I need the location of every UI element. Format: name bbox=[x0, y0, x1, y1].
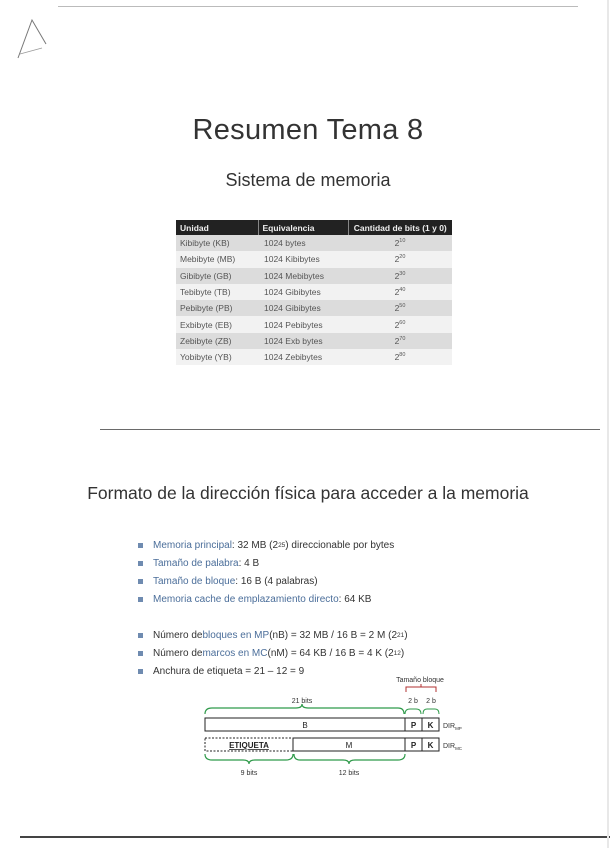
field-b-label: B bbox=[302, 721, 308, 730]
memory-units-table bbox=[176, 220, 452, 365]
memory-specs-list bbox=[138, 536, 394, 608]
unit-cell: Zebibyte (ZB) bbox=[176, 333, 258, 349]
brace-2-bits-k bbox=[423, 709, 439, 714]
table-row bbox=[176, 333, 452, 349]
field-etiqueta-label: ETIQUETA bbox=[229, 741, 269, 750]
bits-2-label-k: 2 b bbox=[426, 698, 436, 705]
list-item: Tamaño de bloque : 16 B (4 palabras) bbox=[138, 572, 394, 590]
brace-21-bits bbox=[205, 704, 404, 714]
address-format-diagram bbox=[200, 670, 500, 790]
bits-cell: $2^{20}$ bbox=[348, 251, 452, 267]
list-item: Tamaño de palabra : 4 B bbox=[138, 554, 394, 572]
square-bullet-icon bbox=[138, 651, 143, 656]
top-divider bbox=[58, 6, 578, 7]
equiv-cell: 1024 Zebibytes bbox=[258, 349, 348, 365]
slide1-subtitle: Sistema de memoria bbox=[225, 170, 391, 190]
slide1-title: Resumen Tema 8 bbox=[192, 114, 424, 146]
unit-cell: Mebibyte (MB) bbox=[176, 251, 258, 267]
bits-cell: $2^{10}$ bbox=[348, 235, 452, 251]
bits-cell: $2^{30}$ bbox=[348, 268, 452, 284]
list-item: Memoria principal : 32 MB (2 25 ) direccionable por bytes bbox=[138, 536, 394, 554]
list-item: Número de bloques en MP (nB) = 32 MB / 16 B = 2 M (2 21 ) bbox=[138, 626, 408, 644]
field-k-label: K bbox=[427, 721, 434, 730]
block-size-label: Tamaño bloque bbox=[396, 677, 444, 684]
square-bullet-icon bbox=[138, 669, 143, 674]
unit-cell: Exbibyte (EB) bbox=[176, 316, 258, 332]
unit-cell: Yobibyte (YB) bbox=[176, 349, 258, 365]
field-p2-label: P bbox=[410, 741, 417, 750]
slide-divider bbox=[100, 429, 600, 430]
brace-9-bits bbox=[205, 754, 293, 764]
corner-scribble-icon bbox=[12, 14, 52, 64]
square-bullet-icon bbox=[138, 597, 143, 602]
table-row bbox=[176, 316, 452, 332]
equiv-cell: 1024 Exb bytes bbox=[258, 333, 348, 349]
list-item: Anchura de etiqueta = 21 – 12 = 9 bbox=[138, 662, 408, 680]
header-bits: Cantidad de bits (1 y 0) bbox=[348, 220, 452, 235]
table-row bbox=[176, 268, 452, 284]
table-row bbox=[176, 349, 452, 365]
bits-9-label: 9 bits bbox=[240, 770, 258, 777]
table-row bbox=[176, 235, 452, 251]
bits-12-label: 12 bits bbox=[338, 770, 360, 777]
field-m-label: M bbox=[345, 741, 353, 750]
dir-mp-label: $DIR_{MP}$ bbox=[443, 723, 462, 731]
table-header-row bbox=[176, 220, 452, 235]
unit-cell: Gibibyte (GB) bbox=[176, 268, 258, 284]
header-unidad: Unidad bbox=[176, 220, 258, 235]
table-row bbox=[176, 251, 452, 267]
list-item: Número de marcos en MC (nM) = 64 KB / 16 B = 4 K (2 12 ) bbox=[138, 644, 408, 662]
bits-21-label: 21 bits bbox=[291, 698, 313, 705]
bits-cell: $2^{40}$ bbox=[348, 284, 452, 300]
square-bullet-icon bbox=[138, 579, 143, 584]
bits-cell: $2^{50}$ bbox=[348, 300, 452, 316]
bits-cell: $2^{60}$ bbox=[348, 316, 452, 332]
unit-cell: Kibibyte (KB) bbox=[176, 235, 258, 251]
bits-cell: $2^{80}$ bbox=[348, 349, 452, 365]
list-item: Memoria cache de emplazamiento directo : 64 KB bbox=[138, 590, 394, 608]
square-bullet-icon bbox=[138, 561, 143, 566]
equiv-cell: 1024 Gibibytes bbox=[258, 284, 348, 300]
block-size-bracket bbox=[406, 684, 436, 692]
header-equivalencia: Equivalencia bbox=[258, 220, 348, 235]
equiv-cell: 1024 bytes bbox=[258, 235, 348, 251]
slide2-title: Formato de la dirección física para acceder a la memoria bbox=[87, 483, 529, 503]
table-row bbox=[176, 300, 452, 316]
unit-cell: Tebibyte (TB) bbox=[176, 284, 258, 300]
equiv-cell: 1024 Kibibytes bbox=[258, 251, 348, 267]
equiv-cell: 1024 Pebibytes bbox=[258, 316, 348, 332]
unit-cell: Pebibyte (PB) bbox=[176, 300, 258, 316]
brace-2-bits-p bbox=[405, 709, 421, 714]
bottom-divider bbox=[20, 836, 610, 838]
square-bullet-icon bbox=[138, 633, 143, 638]
bits-cell: $2^{70}$ bbox=[348, 333, 452, 349]
table-row bbox=[176, 284, 452, 300]
dir-mc-label: $DIR_{MC}$ bbox=[443, 743, 463, 751]
equiv-cell: 1024 Gibibytes bbox=[258, 300, 348, 316]
bits-2-label-p: 2 b bbox=[408, 698, 418, 705]
square-bullet-icon bbox=[138, 543, 143, 548]
field-p-label: P bbox=[410, 721, 417, 730]
equiv-cell: 1024 Mebibytes bbox=[258, 268, 348, 284]
brace-12-bits bbox=[294, 754, 405, 764]
field-k2-label: K bbox=[427, 741, 434, 750]
